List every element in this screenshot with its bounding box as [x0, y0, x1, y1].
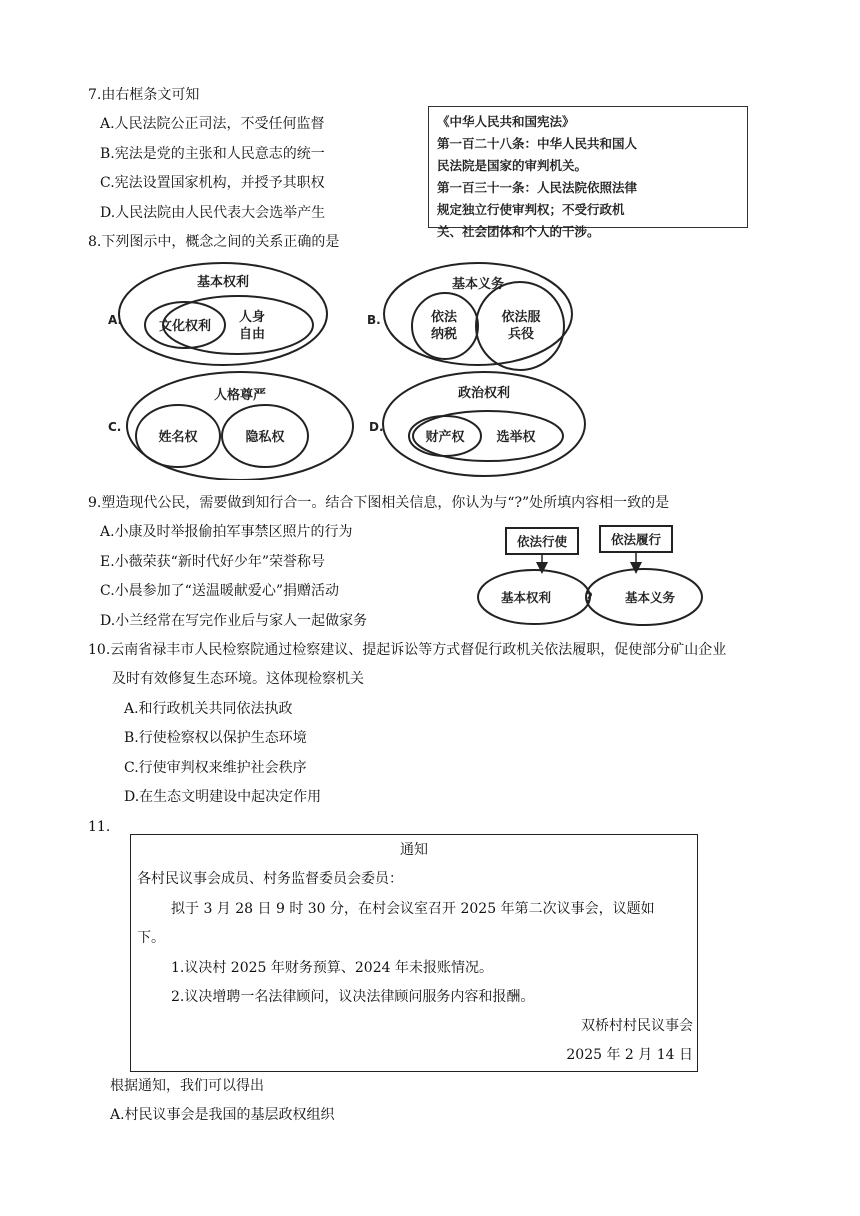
q8-b-left-label-1: 依法: [430, 310, 458, 325]
notice-box: [130, 834, 698, 1072]
q8-d-letter: D.: [369, 420, 384, 434]
q8-b-right-circle: [476, 282, 564, 370]
q8-diagrams: [100, 258, 600, 480]
q8-b-left-circle: [412, 293, 478, 359]
notice-salutation: 各村民议事会成员、村务监督委员会委员：: [137, 871, 403, 887]
constitution-line-1: 第一百二十八条：中华人民共和国人: [437, 136, 638, 151]
q8-b-left-label-2: 纳税: [430, 327, 458, 342]
q8-a-letter: A.: [108, 313, 123, 327]
q8-c-letter: C.: [108, 420, 122, 434]
q10-option-d: D.在生态文明建设中起决定作用: [124, 789, 322, 805]
q7-stem: 7.由右框条文可知: [88, 87, 200, 103]
constitution-line-3: 第一百三十一条：人民法院依照法律: [437, 180, 638, 195]
notice-body-line-2: 下。: [137, 930, 165, 946]
q7-option-d: D.人民法院由人民代表大会选举产生: [100, 205, 326, 221]
q9-option-d: D.小兰经常在写完作业后与家人一起做家务: [100, 613, 368, 629]
notice-item-2: 2.议决增聘一名法律顾问，议决法律顾问服务内容和报酬。: [171, 989, 535, 1005]
q11-option-a: A.村民议事会是我国的基层政权组织: [110, 1107, 335, 1123]
q9-circle-duties-label: 基本义务: [624, 590, 676, 605]
q9-overlap-question-mark: ?: [585, 591, 593, 606]
constitution-excerpt-box: [428, 106, 748, 239]
q9-option-c: C.小晨参加了“送温暖献爱心”捐赠活动: [100, 583, 339, 599]
q8-a-side-label-1: 人身: [238, 310, 266, 325]
notice-title: 通知: [400, 842, 428, 858]
q9-box-exercise-label: 依法行使: [516, 534, 568, 549]
q11-question: 根据通知，我们可以得出: [110, 1078, 264, 1094]
constitution-line-2: 民法院是国家的审判机关。: [437, 158, 588, 173]
notice-body-line-1: 拟于 3 月 28 日 9 时 30 分，在村会议室召开 2025 年第二次议事会，议题如: [171, 901, 655, 917]
constitution-line-5: 关、社会团体和个人的干涉。: [437, 224, 600, 239]
q7-option-b: B.宪法是党的主张和人民意志的统一: [100, 146, 325, 162]
q8-d-left-label: 财产权: [425, 430, 465, 445]
q9-option-e: E.小薇荣获“新时代好少年”荣誉称号: [100, 554, 325, 570]
q8-a-outer-label: 基本权利: [196, 275, 250, 290]
q8-c-right-label: 隐私权: [245, 430, 285, 445]
q9-stem: 9.塑造现代公民，需要做到知行合一。结合下图相关信息，你认为与“?”处所填内容相一致的是: [88, 495, 670, 511]
notice-signer: 双桥村村民议事会: [581, 1018, 693, 1034]
q9-diagram: [474, 522, 710, 628]
q10-stem-line-2: 及时有效修复生态环境。这体现检察机关: [112, 671, 364, 687]
q8-c-outer-label: 人格尊严: [213, 388, 267, 403]
q9-option-a: A.小康及时举报偷拍军事禁区照片的行为: [100, 524, 353, 540]
q8-d-right-label: 选举权: [496, 430, 536, 445]
q8-c-left-label: 姓名权: [158, 430, 198, 445]
q8-b-outer-label: 基本义务: [451, 277, 505, 292]
notice-item-1: 1.议决村 2025 年财务预算、2024 年未报账情况。: [171, 960, 493, 976]
q8-stem: 8.下列图示中，概念之间的关系正确的是: [88, 234, 340, 250]
constitution-line-4: 规定独立行使审判权；不受行政机: [437, 202, 625, 217]
q8-b-letter: B.: [367, 313, 381, 327]
q8-b-right-label-2: 兵役: [507, 327, 535, 342]
constitution-title: 《中华人民共和国宪法》: [437, 114, 575, 129]
q10-option-a: A.和行政机关共同依法执政: [124, 701, 293, 717]
q8-a-inner-label: 文化权利: [158, 319, 212, 334]
q7-option-c: C.宪法设置国家机构，并授予其职权: [100, 175, 325, 191]
q9-circle-rights-label: 基本权利: [500, 590, 552, 605]
q8-b-right-label-1: 依法服: [501, 310, 541, 325]
q10-stem-line-1: 10.云南省禄丰市人民检察院通过检察建议、提起诉讼等方式督促行政机关依法履职，促使部分矿山企业: [88, 642, 727, 658]
q9-box-perform-label: 依法履行: [610, 532, 662, 547]
q10-option-b: B.行使检察权以保护生态环境: [124, 730, 307, 746]
q7-option-a: A.人民法院公正司法，不受任何监督: [100, 116, 325, 132]
q10-option-c: C.行使审判权来维护社会秩序: [124, 760, 307, 776]
notice-date: 2025 年 2 月 14 日: [566, 1047, 693, 1063]
q8-d-outer-label: 政治权利: [457, 386, 511, 401]
q11-number: 11.: [88, 819, 111, 835]
q8-a-side-label-2: 自由: [238, 327, 266, 342]
